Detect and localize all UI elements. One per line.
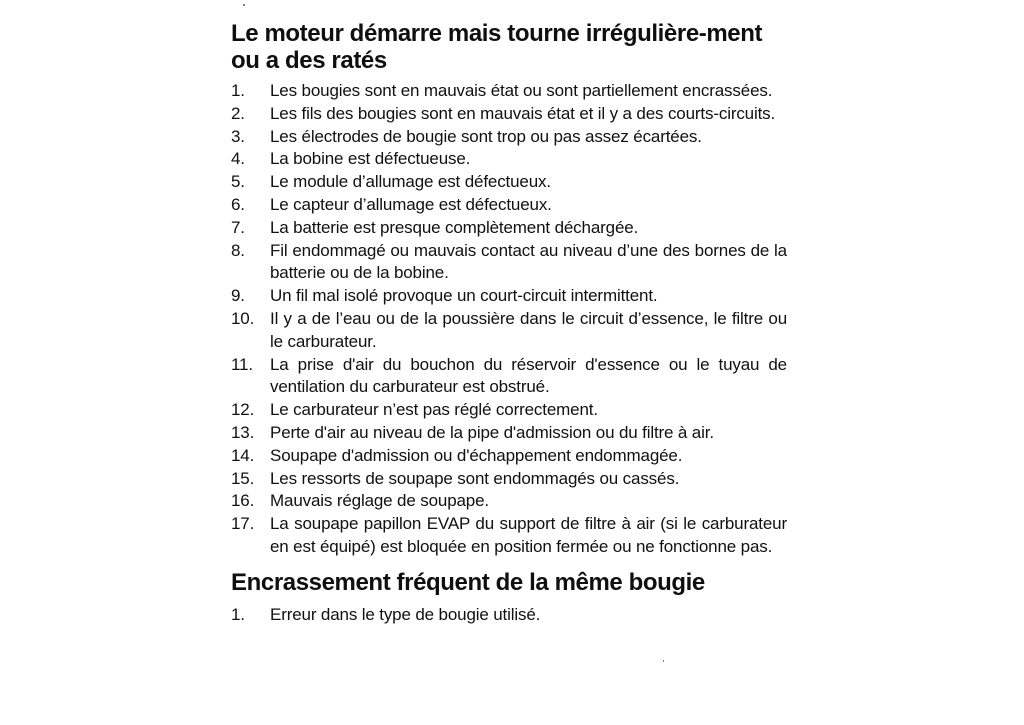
item-text: Un fil mal isolé provoque un court-circuit intermittent.	[270, 286, 658, 306]
item-number: 9.	[231, 286, 245, 306]
list-item	[231, 354, 787, 400]
list-item	[231, 217, 787, 240]
item-text: Erreur dans le type de bougie utilisé.	[270, 604, 541, 624]
item-number: 2.	[231, 103, 245, 123]
item-text: Perte d'air au niveau de la pipe d'admission ou du filtre à air.	[270, 422, 714, 442]
section-heading-misfire: Le moteur démarre mais tourne irrégulière-ment ou a des ratés	[231, 20, 763, 74]
item-number: 5.	[231, 172, 245, 192]
item-number: 10.	[231, 308, 255, 328]
item-text: La batterie est presque complètement déchargée.	[270, 217, 639, 237]
list-item	[231, 126, 787, 149]
item-number: 13.	[231, 422, 255, 442]
item-text: Les électrodes de bougie sont trop ou pas assez écartées.	[270, 126, 702, 146]
item-number: 7.	[231, 217, 245, 237]
item-text: Soupape d'admission ou d'échappement endommagée.	[270, 445, 683, 465]
item-text: Le module d’allumage est défectueux.	[270, 172, 551, 192]
item-text: Fil endommagé ou mauvais contact au niveau d’une des bornes de la batterie ou de la bobine.	[270, 240, 787, 283]
item-number: 4.	[231, 149, 245, 169]
item-number: 14.	[231, 445, 255, 465]
list-item	[231, 399, 787, 422]
item-number: 1.	[231, 604, 245, 624]
scan-speck	[663, 660, 664, 662]
list-item	[231, 103, 787, 126]
list-item	[231, 513, 787, 559]
section-heading-fouling: Encrassement fréquent de la même bougie	[231, 568, 705, 596]
scan-speck	[243, 4, 245, 6]
item-text: La prise d'air du bouchon du réservoir d'essence ou le tuyau de ventilation du carburateur est obstrué.	[270, 354, 787, 397]
list-item	[231, 445, 787, 468]
list-item	[231, 468, 787, 491]
list-item	[231, 171, 787, 194]
misfire-causes-list	[231, 80, 787, 559]
list-item	[231, 148, 787, 171]
list-item	[231, 285, 787, 308]
item-number: 16.	[231, 491, 255, 511]
item-text: Le carburateur n’est pas réglé correctement.	[270, 400, 598, 420]
item-text: Les ressorts de soupape sont endommagés ou cassés.	[270, 468, 680, 488]
list-item	[231, 490, 787, 513]
list-item	[231, 422, 787, 445]
list-item	[231, 240, 787, 286]
item-number: 1.	[231, 81, 245, 100]
item-number: 17.	[231, 514, 255, 534]
fouling-causes-list	[231, 604, 787, 627]
list-item	[231, 80, 787, 103]
item-number: 15.	[231, 468, 255, 488]
item-text: La bobine est défectueuse.	[270, 149, 471, 169]
item-number: 11.	[231, 354, 253, 374]
list-item	[231, 194, 787, 217]
list-item	[231, 308, 787, 354]
item-text: La soupape papillon EVAP du support de filtre à air (si le carburateur en est équipé) est bloquée en position fermée ou ne fonctionne pas.	[270, 514, 787, 556]
item-number: 8.	[231, 240, 245, 260]
item-text: Il y a de l’eau ou de la poussière dans le circuit d’essence, le filtre ou le carburateur.	[270, 308, 787, 351]
item-number: 3.	[231, 126, 245, 146]
list-item	[231, 604, 787, 627]
item-text: Le capteur d’allumage est défectueux.	[270, 194, 552, 214]
item-text: Les bougies sont en mauvais état ou sont partiellement encrassées.	[270, 81, 773, 100]
document-content	[231, 20, 787, 627]
item-number: 12.	[231, 400, 255, 420]
item-text: Mauvais réglage de soupape.	[270, 491, 489, 511]
item-number: 6.	[231, 194, 245, 214]
item-text: Les fils des bougies sont en mauvais état et il y a des courts-circuits.	[270, 103, 776, 123]
